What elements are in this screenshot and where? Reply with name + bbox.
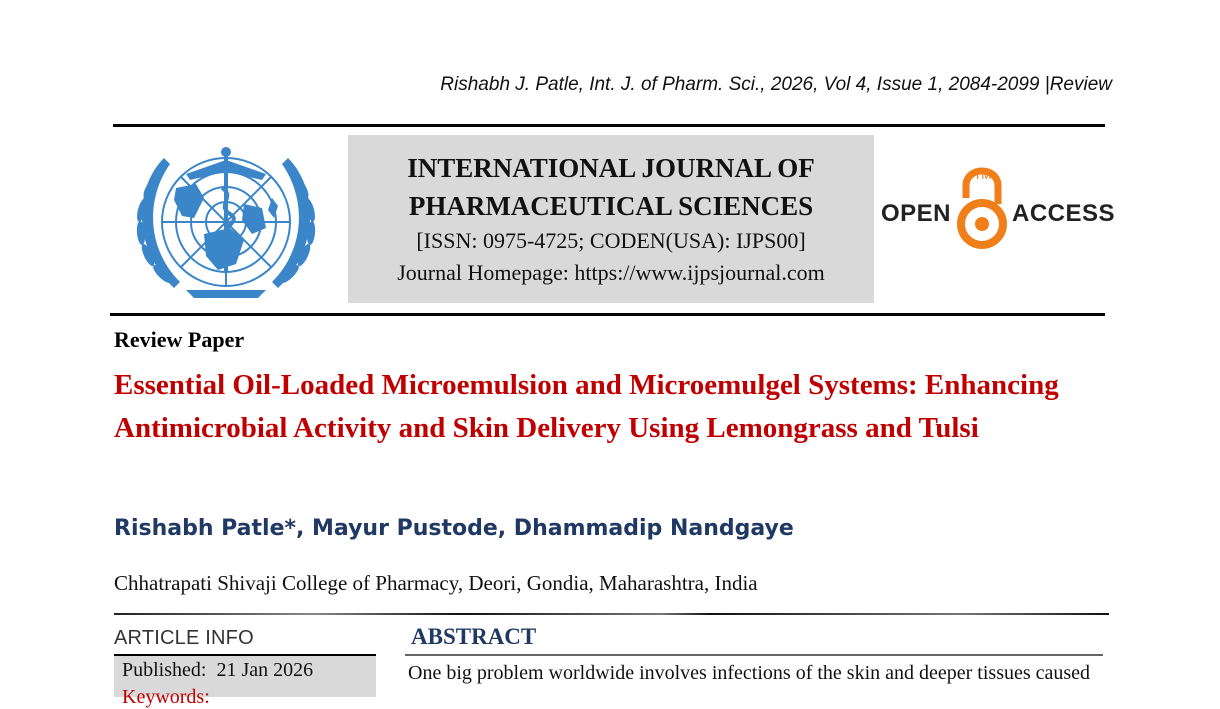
published-date: Published: 21 Jan 2026	[122, 659, 314, 681]
author-affiliation: Chhatrapati Shivaji College of Pharmacy, Deori, Gondia, Maharashtra, India	[114, 571, 758, 595]
masthead-top-rule	[113, 124, 1105, 127]
open-access-word-open: OPEN	[881, 200, 952, 227]
open-access-word-access: ACCESS	[1012, 200, 1116, 227]
article-info-panel	[114, 654, 376, 708]
journal-title-line1: INTERNATIONAL JOURNAL OF	[407, 153, 815, 183]
abstract-body: One big problem worldwide involves infections of the skin and deeper tissues caused	[408, 662, 1091, 684]
masthead-bottom-rule	[110, 313, 1105, 316]
author-list: Rishabh Patle*, Mayur Pustode, Dhammadip Nandgaye	[114, 516, 794, 541]
journal-emblem-icon	[126, 138, 326, 306]
open-access-logo	[878, 160, 1116, 260]
article-info-heading: ARTICLE INFO	[114, 627, 254, 649]
abstract-rule	[405, 654, 1103, 656]
running-header: Rishabh J. Patle, Int. J. of Pharm. Sci., 2026, Vol 4, Issue 1, 2084-2099 |Review	[440, 74, 1112, 95]
article-type-label: Review Paper	[114, 327, 245, 352]
trademark-symbol: TM	[974, 168, 992, 182]
open-padlock-icon	[956, 164, 1008, 254]
journal-issn: [ISSN: 0975-4725; CODEN(USA): IJPS00]	[416, 228, 806, 253]
section-divider	[114, 613, 1109, 615]
journal-masthead	[348, 135, 874, 303]
journal-title-line2: PHARMACEUTICAL SCIENCES	[408, 191, 814, 221]
article-title: Essential Oil-Loaded Microemulsion and Microemulgel Systems: Enhancing Antimicrobial Activity and Skin Delivery Using Lemongrass and Tulsi	[114, 369, 1059, 444]
keywords-label: Keywords:	[122, 686, 210, 708]
journal-homepage-link[interactable]: Journal Homepage: https://www.ijpsjournal.com	[397, 260, 825, 285]
abstract-heading: ABSTRACT	[411, 624, 537, 649]
